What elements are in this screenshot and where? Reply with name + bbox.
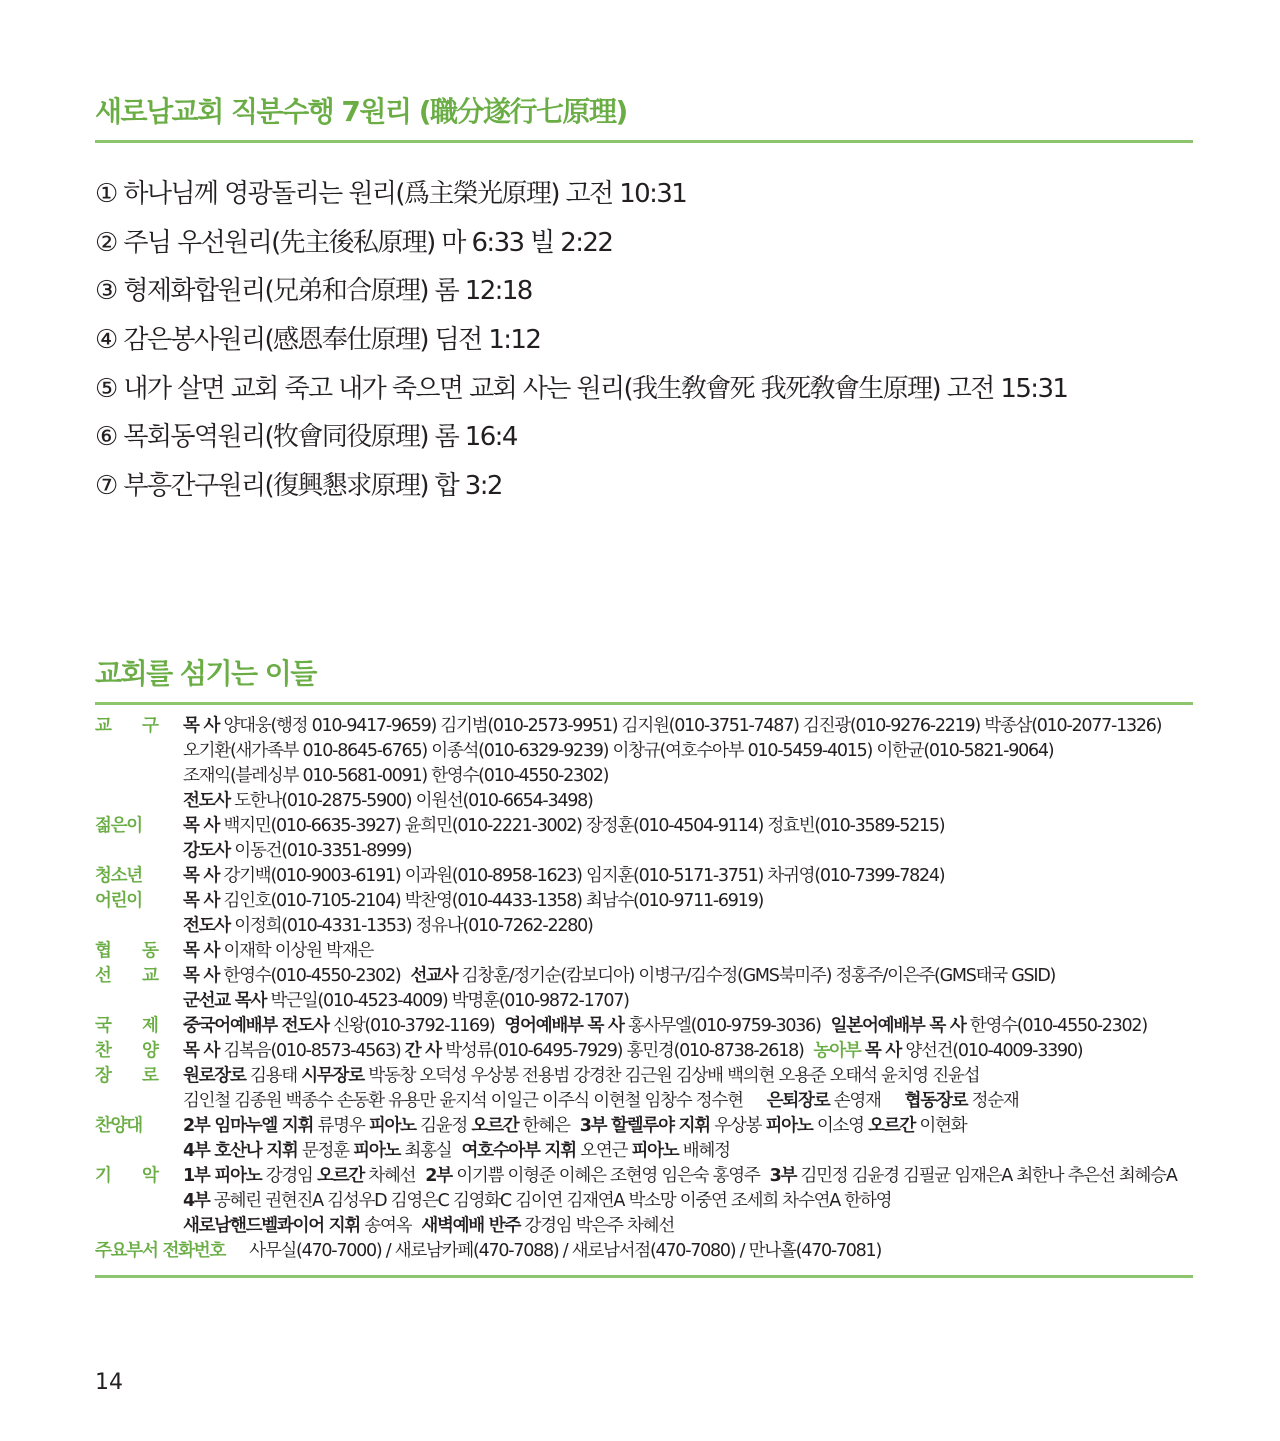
staff-names: 한혜은 — [522, 1116, 570, 1136]
label-youth-adult: 젊은이 — [95, 816, 142, 836]
staff-names: 김용태 — [249, 1066, 297, 1086]
staff-row-cooperation — [95, 939, 1195, 964]
role-title: 오르간 — [317, 1166, 364, 1186]
staff-entry — [183, 1114, 966, 1139]
staff-names: 양대웅(행정 010-9417-9659) 김기범(010-2573-9951) 김지원(010-3751-7487) 김진광(010-9276-2219) 박종삼(010-2077-1326) — [223, 716, 1162, 736]
label-phones: 주요부서 전화번호 — [95, 1241, 226, 1261]
staff-row-youth-adult-1 — [95, 814, 1195, 839]
staff-row-mission-1 — [95, 964, 1195, 989]
role-title: 목 사 — [183, 1041, 220, 1061]
label-international: 국 제 — [95, 1016, 171, 1036]
label-empty — [95, 739, 183, 764]
staff-entry — [183, 814, 944, 839]
staff-names: 오기환(새가족부 010-8645-6765) 이종석(010-6329-9239) 이창규(여호수아부 010-5459-4015) 이한균(010-5821-9064) — [183, 741, 1054, 761]
staff-entry — [183, 914, 593, 939]
department-name: 농아부 — [813, 1041, 861, 1061]
staff-names: 이재학 이상원 박재은 — [223, 941, 374, 961]
staff-row-children-1 — [95, 889, 1195, 914]
label-empty — [95, 1214, 183, 1239]
staff-names: 최홍실 — [404, 1141, 452, 1161]
staff-entry — [183, 714, 1161, 739]
staff-names: 백지민(010-6635-3927) 윤희민(010-2221-3002) 장정훈(010-4504-9114) 정효빈(010-3589-5215) — [223, 816, 945, 836]
staff-entry — [183, 1039, 1082, 1064]
label-choir: 찬양대 — [95, 1116, 142, 1136]
staff-row-phones — [95, 1239, 1195, 1264]
staff-entry — [183, 1014, 1147, 1039]
principle-item-4: ④ 감은봉사원리(感恩奉仕原理) 딤전 1:12 — [95, 325, 541, 356]
staff-names: 강경임 — [265, 1166, 313, 1186]
staff-names: 이정희(010-4331-1353) 정유나(010-7262-2280) — [234, 916, 593, 936]
staff-names: 김윤정 — [420, 1116, 468, 1136]
label-empty — [95, 1189, 183, 1214]
label-teens: 청소년 — [95, 866, 142, 886]
staff-names: 조재익(블레싱부 010-5681-0091) 한영수(010-4550-2302) — [183, 766, 609, 786]
role-title: 목 사 — [183, 816, 220, 836]
staff-names: 박동창 오덕성 우상봉 전용범 강경찬 김근원 김상배 백의현 오용준 오태석 윤치영 진윤섭 — [368, 1066, 980, 1086]
staff-entry — [183, 789, 593, 814]
principle-item-6: ⑥ 목회동역원리(牧會同役原理) 롬 16:4 — [95, 422, 517, 453]
role-title: 원로장로 — [183, 1066, 246, 1086]
label-elders: 장 로 — [95, 1066, 171, 1086]
role-title: 1부 피아노 — [183, 1166, 262, 1186]
staff-title: 교회를 섬기는 이들 — [95, 657, 316, 690]
staff-row-praise — [95, 1039, 1195, 1064]
staff-entry — [183, 939, 373, 964]
staff-row-gyogu-4 — [95, 789, 1195, 814]
role-title: 오르간 — [471, 1116, 519, 1136]
staff-names: 김창훈/정기순(캄보디아) 이병구/김수정(GMS북미주) 정홍주/이은주(GMS태국 GSID) — [461, 966, 1056, 986]
staff-entry — [183, 864, 944, 889]
staff-row-gyogu-2 — [95, 739, 1195, 764]
staff-names: 한영수(010-4550-2302) — [223, 966, 401, 986]
role-title: 은퇴장로 — [766, 1091, 830, 1111]
role-title: 2부 — [425, 1166, 452, 1186]
staff-row-gyogu-1 — [95, 714, 1195, 739]
role-title: 3부 — [769, 1166, 797, 1186]
staff-names: 손영재 — [833, 1091, 881, 1111]
staff-row-choir-2 — [95, 1139, 1195, 1164]
label-empty — [95, 764, 183, 789]
staff-entry — [183, 1139, 730, 1164]
staff-names: 강경임 박은주 차혜선 — [524, 1216, 674, 1236]
staff-names: 우상봉 — [714, 1116, 762, 1136]
staff-names: 강기백(010-9003-6191) 이과원(010-8958-1623) 임지훈(010-5171-3751) 차귀영(010-7399-7824) — [223, 866, 945, 886]
staff-names: 오연근 — [580, 1141, 628, 1161]
role-title: 새로남핸드벨콰이어 지휘 — [183, 1216, 361, 1236]
staff-names: 신왕(010-3792-1169) — [333, 1016, 495, 1036]
staff-section — [95, 654, 1193, 705]
principle-item-7: ⑦ 부흥간구원리(復興懇求原理) 합 3:2 — [95, 471, 502, 502]
staff-row-instruments-2 — [95, 1189, 1195, 1214]
role-title: 피아노 — [353, 1141, 401, 1161]
staff-names: 송여옥 — [364, 1216, 412, 1236]
role-title: 시무장로 — [301, 1066, 364, 1086]
staff-names: 이소영 — [816, 1116, 864, 1136]
staff-names: 홍사무엘(010-9759-3036) — [628, 1016, 821, 1036]
staff-names: 김인철 김종원 백종수 손동환 유용만 윤지석 이일근 이주식 이현철 임창수 정수현 — [183, 1091, 743, 1111]
label-instruments: 기 악 — [95, 1166, 171, 1186]
role-title: 피아노 — [765, 1116, 813, 1136]
role-title: 오르간 — [868, 1116, 916, 1136]
staff-names: 이기쁨 이형준 이혜은 조현영 임은숙 홍영주 — [456, 1166, 760, 1186]
bottom-rule — [95, 1275, 1193, 1278]
label-children: 어린이 — [95, 891, 142, 911]
staff-names: 도한나(010-2875-5900) 이원선(010-6654-3498) — [234, 791, 593, 811]
staff-row-choir-1 — [95, 1114, 1195, 1139]
staff-entry — [183, 1064, 979, 1089]
label-empty — [95, 989, 183, 1014]
staff-row-youth-adult-2 — [95, 839, 1195, 864]
role-title: 군선교 목사 — [183, 991, 267, 1011]
staff-entry — [183, 964, 1055, 989]
staff-names: 양선건(010-4009-3390) — [905, 1041, 1083, 1061]
phones-entry — [95, 1239, 881, 1264]
staff-entry — [183, 1189, 891, 1214]
label-empty — [95, 914, 183, 939]
staff-names: 정순재 — [971, 1091, 1019, 1111]
staff-names: 차혜선 — [368, 1166, 416, 1186]
staff-row-instruments-3 — [95, 1214, 1195, 1239]
principle-item-3: ③ 형제화합원리(兄弟和合原理) 롬 12:18 — [95, 276, 532, 307]
role-title: 전도사 — [183, 916, 230, 936]
staff-names: 박근일(010-4523-4009) 박명훈(010-9872-1707) — [270, 991, 629, 1011]
role-title: 중국어예배부 전도사 — [183, 1016, 329, 1036]
staff-names: 김인호(010-7105-2104) 박찬영(010-4433-1358) 최남수(010-9711-6919) — [223, 891, 764, 911]
staff-entry — [183, 1214, 674, 1239]
staff-rule — [95, 702, 1193, 705]
staff-entry — [183, 1164, 1177, 1189]
staff-row-elders-1 — [95, 1064, 1195, 1089]
principles-title: 새로남교회 직분수행 7원리 (職分遂行七原理) — [95, 95, 627, 128]
role-title: 목 사 — [864, 1041, 901, 1061]
staff-names: 이현화 — [919, 1116, 967, 1136]
staff-names: 박성류(010-6495-7929) 홍민경(010-8738-2618) — [445, 1041, 804, 1061]
principles-rule — [95, 140, 1193, 143]
label-mission: 선 교 — [95, 966, 171, 986]
label-empty — [95, 1139, 183, 1164]
page-number: 14 — [95, 1370, 123, 1395]
staff-entry — [183, 839, 411, 864]
role-title: 피아노 — [368, 1116, 416, 1136]
label-empty — [95, 789, 183, 814]
staff-row-mission-2 — [95, 989, 1195, 1014]
role-title: 선교사 — [410, 966, 458, 986]
role-title: 2부 임마누엘 지휘 — [183, 1116, 314, 1136]
staff-row-instruments-1 — [95, 1164, 1195, 1189]
staff-row-children-2 — [95, 914, 1195, 939]
principle-item-5: ⑤ 내가 살면 교회 죽고 내가 죽으면 교회 사는 원리(我生敎會死 我死敎會生原理) 고전 15:31 — [95, 373, 1068, 404]
role-title: 목 사 — [183, 941, 220, 961]
principles-section — [95, 92, 1193, 143]
role-title: 4부 호산나 지휘 — [183, 1141, 298, 1161]
label-gyogu: 교 구 — [95, 716, 171, 736]
principles-list — [95, 170, 1067, 511]
staff-row-elders-2 — [95, 1089, 1195, 1114]
staff-names: 문정훈 — [301, 1141, 349, 1161]
role-title: 협동장로 — [904, 1091, 968, 1111]
staff-names: 류명우 — [317, 1116, 365, 1136]
label-empty — [95, 1089, 183, 1114]
role-title: 피아노 — [631, 1141, 679, 1161]
staff-row-teens — [95, 864, 1195, 889]
staff-names: 배혜정 — [682, 1141, 730, 1161]
role-title: 목 사 — [183, 716, 220, 736]
principle-item-2: ② 주님 우선원리(先主後私原理) 마 6:33 빌 2:22 — [95, 227, 613, 258]
role-title: 새벽예배 반주 — [421, 1216, 521, 1236]
role-title: 간 사 — [404, 1041, 441, 1061]
role-title: 영어예배부 목 사 — [504, 1016, 624, 1036]
staff-names: 김복음(010-8573-4563) — [223, 1041, 401, 1061]
role-title: 강도사 — [183, 841, 230, 861]
phone-numbers: 사무실(470-7000) / 새로남카페(470-7088) / 새로남서점(470-7080) / 만나홀(470-7081) — [249, 1241, 882, 1261]
principle-item-1: ① 하나님께 영광돌리는 원리(爲主榮光原理) 고전 10:31 — [95, 179, 687, 209]
role-title: 일본어예배부 목 사 — [830, 1016, 966, 1036]
staff-names: 공혜린 권현진A 김성우D 김영은C 김영화C 김이연 김재연A 박소망 이중연 조세희 차수연A 한하영 — [213, 1191, 892, 1211]
staff-names: 김민정 김윤경 김필균 임재은A 최한나 추은선 최혜승A — [800, 1166, 1177, 1186]
label-praise: 찬 양 — [95, 1041, 171, 1061]
label-empty — [95, 839, 183, 864]
role-title: 목 사 — [183, 866, 220, 886]
role-title: 전도사 — [183, 791, 230, 811]
role-title: 4부 — [183, 1191, 210, 1211]
staff-directory — [95, 714, 1195, 1264]
role-title: 여호수아부 지휘 — [461, 1141, 576, 1161]
role-title: 3부 할렐루야 지휘 — [579, 1116, 710, 1136]
role-title: 목 사 — [183, 966, 220, 986]
staff-names: 한영수(010-4550-2302) — [969, 1016, 1147, 1036]
role-title: 목 사 — [183, 891, 220, 911]
staff-entry — [183, 1089, 1019, 1114]
staff-row-international — [95, 1014, 1195, 1039]
staff-entry — [183, 889, 763, 914]
staff-row-gyogu-3 — [95, 764, 1195, 789]
label-cooperation: 협 동 — [95, 941, 171, 961]
staff-names: 이동건(010-3351-8999) — [234, 841, 412, 861]
staff-entry — [183, 989, 629, 1014]
